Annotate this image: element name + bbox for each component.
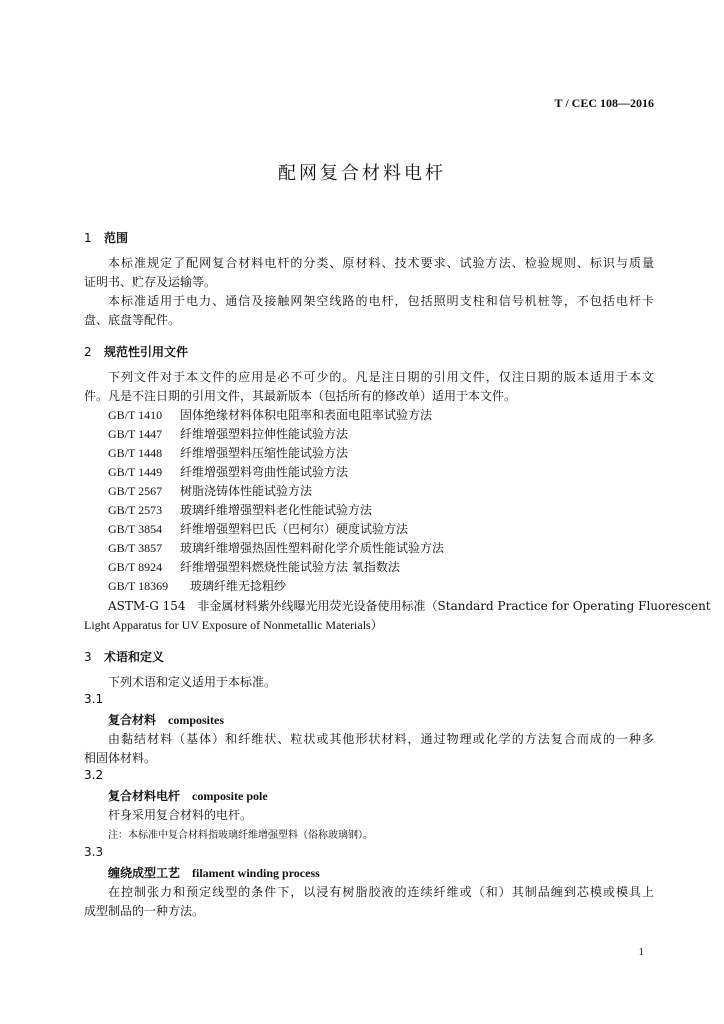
paragraph-line: 本标准规定了配网复合材料电杆的分类、原材料、技术要求、试验方法、检验规则、标识与质量 (108, 256, 654, 270)
reference-title: 纤维增强塑料弯曲性能试验方法 (180, 465, 349, 479)
reference-item (108, 444, 348, 461)
term-number: 3.1 (84, 692, 104, 706)
page-number: 1 (638, 946, 644, 958)
paragraph-line: 盘、底盘等配件。 (84, 313, 181, 327)
reference-code: GB/T 2573 (108, 503, 163, 517)
reference-code: GB/T 8924 (108, 560, 163, 574)
reference-item (108, 558, 400, 575)
term-definition: 相固体材料。 (84, 751, 157, 765)
term-chinese: 缠绕成型工艺 (108, 866, 181, 880)
reference-item (108, 539, 444, 556)
astm-reference-line: ASTM-G 154 非金属材料紫外线曝光用荧光设备使用标准（Standard Practice for Operating Fluorescent (108, 599, 711, 613)
term-definition: 成型制品的一种方法。 (84, 904, 205, 918)
paragraph-line: 件。凡是不注日期的引用文件，其最新版本（包括所有的修改单）适用于本文件。 (84, 389, 517, 403)
reference-item (108, 482, 312, 499)
reference-title: 固体绝缘材料体积电阻率和表面电阻率试验方法 (180, 408, 433, 422)
term-note: 注：本标准中复合材料指玻璃纤维增强塑料（俗称玻璃钢）。 (108, 830, 373, 841)
section-3-title: 术语和定义 (104, 650, 165, 664)
term-english: composite pole (192, 789, 268, 803)
reference-title: 纤维增强塑料巴氏（巴柯尔）硬度试验方法 (180, 522, 409, 536)
section-2-heading (84, 343, 188, 360)
section-1-title: 范围 (104, 231, 129, 245)
reference-item (108, 463, 348, 480)
reference-title: 玻璃纤维增强热固性塑料耐化学介质性能试验方法 (180, 541, 445, 555)
term-number: 3.2 (84, 768, 104, 782)
astm-reference-line: Light Apparatus for UV Exposure of Nonmetallic Materials） (84, 618, 383, 632)
term-heading (108, 787, 268, 804)
paragraph-line: 下列术语和定义适用于本标准。 (108, 675, 277, 689)
reference-title: 玻璃纤维无捻粗纱 (190, 579, 287, 593)
section-3-number: 3 (84, 650, 92, 664)
term-chinese: 复合材料 (108, 713, 157, 727)
reference-title: 纤维增强塑料燃烧性能试验方法 氧指数法 (180, 560, 400, 574)
reference-code: GB/T 18369 (108, 579, 169, 593)
section-1-number: 1 (84, 231, 92, 245)
reference-code: GB/T 2567 (108, 484, 163, 498)
reference-title: 纤维增强塑料压缩性能试验方法 (180, 446, 349, 460)
term-chinese: 复合材料电杆 (108, 789, 181, 803)
section-1-heading (84, 229, 128, 246)
term-heading (108, 711, 224, 728)
reference-code: GB/T 1447 (108, 427, 163, 441)
reference-code: GB/T 1448 (108, 446, 163, 460)
reference-code: GB/T 1410 (108, 408, 163, 422)
reference-code: GB/T 1449 (108, 465, 163, 479)
paragraph-line: 证明书、贮存及运输等。 (84, 275, 217, 289)
paragraph-line: 下列文件对于本文件的应用是必不可少的。凡是注日期的引用文件，仅注日期的版本适用于本文 (108, 370, 654, 384)
page-title: 配网复合材料电杆 (278, 163, 446, 184)
reference-item (108, 577, 286, 594)
reference-code: GB/T 3857 (108, 541, 163, 555)
term-definition: 由黏结材料（基体）和纤维状、粒状或其他形状材料，通过物理或化学的方法复合而成的一种多 (108, 732, 654, 746)
term-english: composites (168, 713, 225, 727)
section-2-title: 规范性引用文件 (104, 345, 189, 359)
term-number: 3.3 (84, 845, 104, 859)
reference-title: 玻璃纤维增强塑料老化性能试验方法 (180, 503, 373, 517)
reference-item (108, 425, 348, 442)
term-definition: 杆身采用复合材料的电杆。 (108, 808, 253, 822)
reference-item (108, 501, 372, 518)
term-english: filament winding process (192, 866, 320, 880)
term-heading (108, 864, 320, 881)
section-3-heading (84, 648, 164, 665)
section-2-number: 2 (84, 345, 92, 359)
document-code: T / CEC 108—2016 (554, 96, 654, 110)
reference-title: 树脂浇铸体性能试验方法 (180, 484, 313, 498)
reference-item (108, 406, 432, 423)
paragraph-line: 本标准适用于电力、通信及接触网架空线路的电杆，包括照明支柱和信号机桩等，不包括电杆卡 (108, 294, 654, 308)
reference-item (108, 520, 408, 537)
reference-code: GB/T 3854 (108, 522, 163, 536)
term-definition: 在控制张力和预定线型的条件下，以浸有树脂胶液的连续纤维或（和）其制品缠到芯模或模具上 (108, 885, 654, 899)
reference-title: 纤维增强塑料拉伸性能试验方法 (180, 427, 349, 441)
